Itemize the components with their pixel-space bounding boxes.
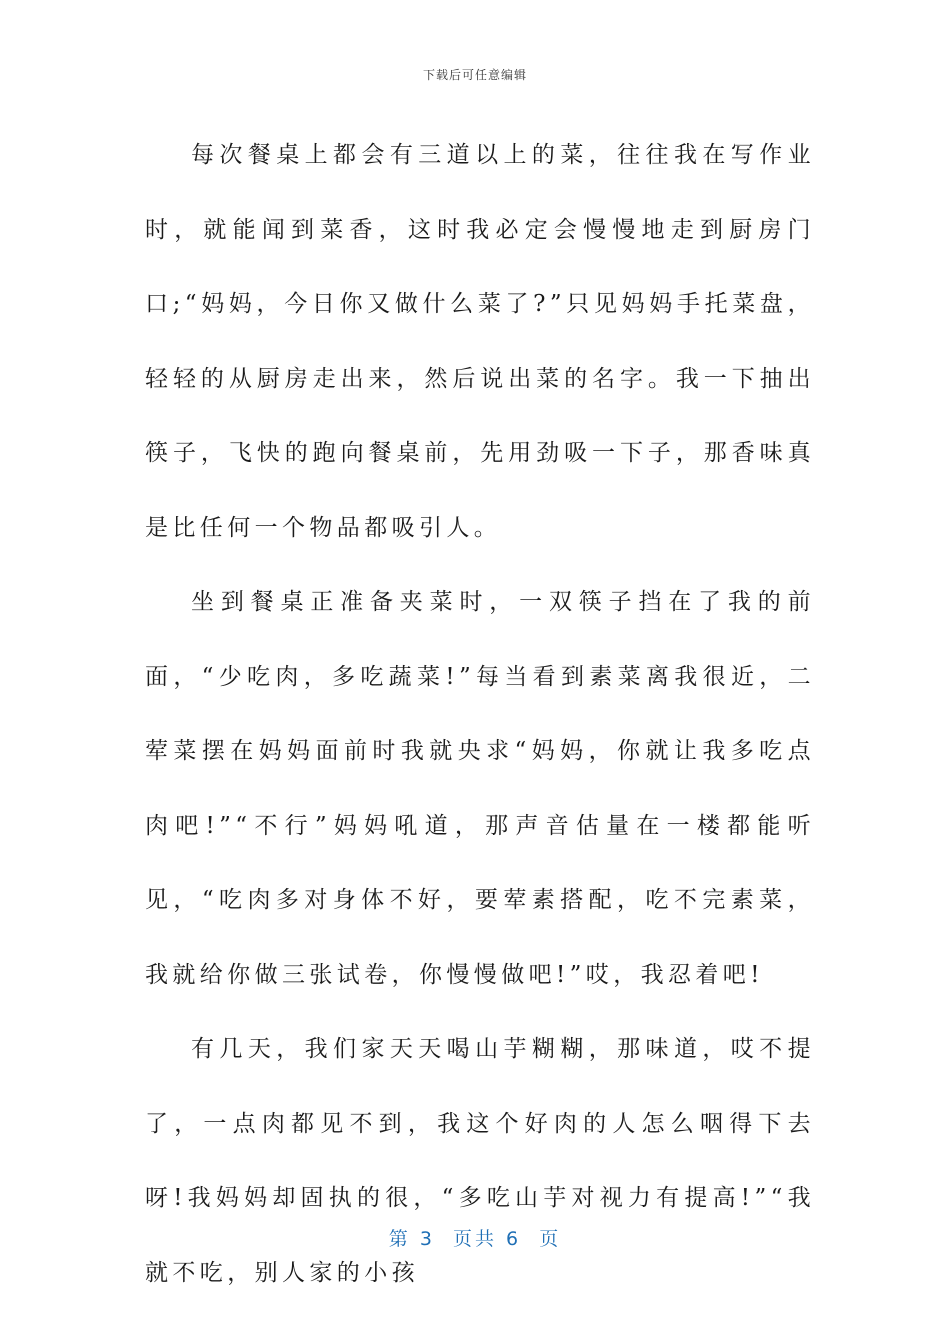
page-number-footer: [0, 1224, 950, 1251]
paragraph-2: 坐到餐桌正准备夹菜时，一双筷子挡在了我的前面，“少吃肉，多吃蔬菜!”每当看到素菜离我很近，二荤菜摆在妈妈面前时我就央求“妈妈，你就让我多吃点肉吧!”“不行”妈妈吼道，那声音估量在一楼都能听见，“吃肉多对身体不好，要荤素搭配，吃不完素菜，我就给你做三张试卷，你慢慢做吧!”哎，我忍着吧!: [145, 589, 815, 988]
document-body: [145, 118, 815, 1310]
page-header: 下载后可任意编辑: [422, 68, 527, 82]
paragraph-3: 有几天，我们家天天喝山芋糊糊，那味道，哎不提了，一点肉都见不到，我这个好肉的人怎么咽得下去呀!我妈妈却固执的很，“多吃山芋对视力有提高!”“我就不吃，别人家的小孩: [145, 1036, 815, 1286]
paragraph-1: 每次餐桌上都会有三道以上的菜，往往我在写作业时，就能闻到菜香，这时我必定会慢慢地走到厨房门口;“妈妈，今日你又做什么菜了?”只见妈妈手托菜盘，轻轻的从厨房走出来，然后说出菜的名字。我一下抽出筷子，飞快的跑向餐桌前，先用劲吸一下子，那香味真是比任何一个物品都吸引人。: [145, 142, 815, 541]
page-number-text: 第 3 页共 6 页: [388, 1228, 562, 1250]
